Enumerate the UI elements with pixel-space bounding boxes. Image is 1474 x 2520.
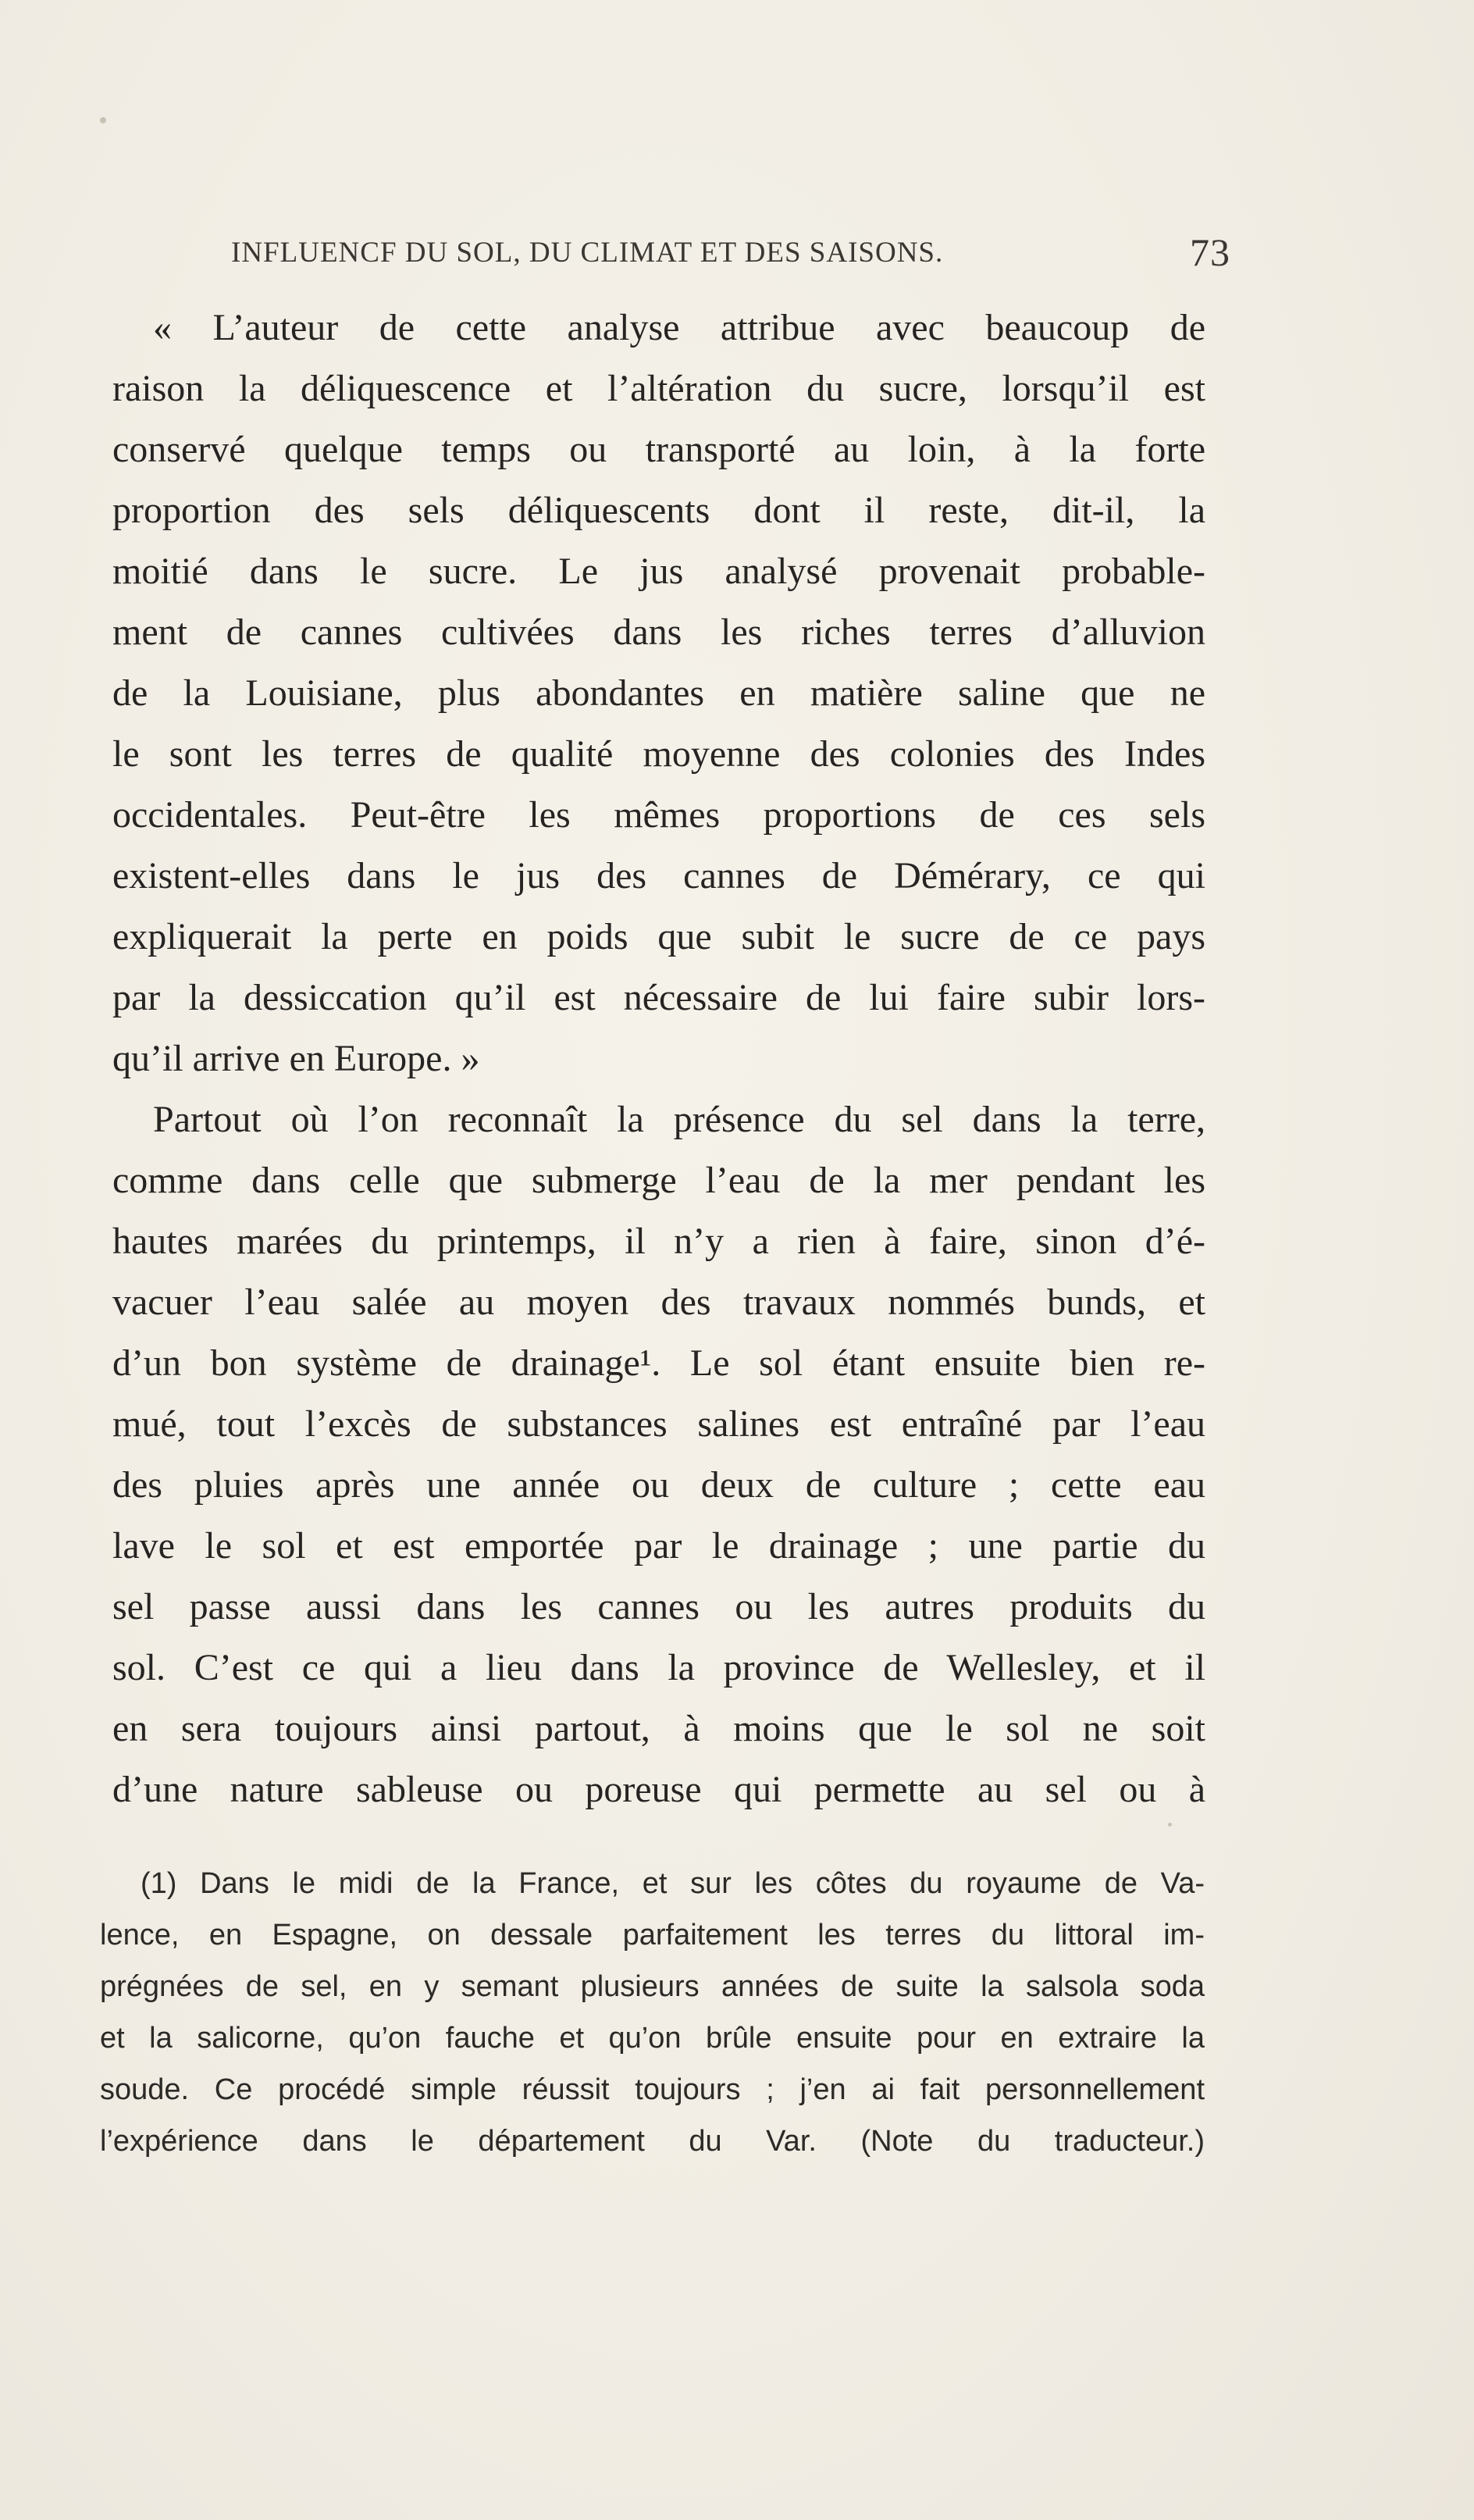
body-line-23: sol. C’est ce qui a lieu dans la province de Wellesley, et il	[112, 1647, 1205, 1688]
body-line-14: Partout où l’on reconnaît la présence du sel dans la terre,	[153, 1099, 1205, 1140]
paper-speck	[100, 117, 106, 123]
footnote-line-5: soude. Ce procédé simple réussit toujours ; j’en ai fait personnellement	[100, 2073, 1205, 2106]
body-line-7: de la Louisiane, plus abondantes en matière saline que ne	[112, 672, 1205, 714]
body-line-15: comme dans celle que submerge l’eau de la mer pendant les	[112, 1160, 1205, 1201]
footnote-line-2: lence, en Espagne, on dessale parfaitement les terres du littoral im-	[100, 1919, 1205, 1951]
body-line-8: le sont les terres de qualité moyenne des colonies des Indes	[112, 733, 1205, 775]
footnote-line-4: et la salicorne, qu’on fauche et qu’on brûle ensuite pour en extraire la	[100, 2022, 1205, 2055]
body-line-19: mué, tout l’excès de substances salines est entraîné par l’eau	[112, 1403, 1205, 1445]
body-line-24: en sera toujours ainsi partout, à moins que le sol ne soit	[112, 1708, 1205, 1749]
body-line-12: par la dessiccation qu’il est nécessaire de lui faire subir lors-	[112, 977, 1205, 1018]
body-line-1: « L’auteur de cette analyse attribue avec beaucoup de	[153, 307, 1205, 348]
body-line-3: conservé quelque temps ou transporté au loin, à la forte	[112, 429, 1205, 470]
body-line-16: hautes marées du printemps, il n’y a rien à faire, sinon d’é-	[112, 1221, 1205, 1262]
body-line-21: lave le sol et est emportée par le drainage ; une partie du	[112, 1525, 1205, 1567]
footnote-line-1: (1) Dans le midi de la France, et sur les côtes du royaume de Va-	[141, 1867, 1205, 1900]
page-number: 73	[1190, 230, 1230, 274]
body-line-17: vacuer l’eau salée au moyen des travaux nommés bunds, et	[112, 1281, 1205, 1323]
running-head-title: INFLUENCF DU SOL, DU CLIMAT ET DES SAISONS.	[231, 237, 944, 269]
body-line-9: occidentales. Peut-être les mêmes proportions de ces sels	[112, 794, 1205, 836]
body-line-11: expliquerait la perte en poids que subit le sucre de ce pays	[112, 916, 1205, 957]
running-head	[231, 230, 1230, 276]
footnote-line-3: prégnées de sel, en y semant plusieurs années de suite la salsola soda	[100, 1970, 1205, 2003]
footnote-line-6: l’expérience dans le département du Var. (Note du traducteur.)	[100, 2125, 1205, 2158]
body-line-20: des pluies après une année ou deux de culture ; cette eau	[112, 1464, 1205, 1506]
body-line-13: qu’il arrive en Europe. »	[112, 1038, 480, 1079]
body-line-4: proportion des sels déliquescents dont il reste, dit-il, la	[112, 490, 1205, 531]
body-line-10: existent-elles dans le jus des cannes de Démérary, ce qui	[112, 855, 1205, 896]
paper-speck	[1168, 1823, 1172, 1827]
body-line-6: ment de cannes cultivées dans les riches terres d’alluvion	[112, 611, 1205, 653]
body-line-25: d’une nature sableuse ou poreuse qui permette au sel ou à	[112, 1769, 1205, 1810]
body-line-2: raison la déliquescence et l’altération du sucre, lorsqu’il est	[112, 368, 1205, 409]
body-line-18: d’un bon système de drainage¹. Le sol étant ensuite bien re-	[112, 1342, 1205, 1384]
body-line-22: sel passe aussi dans les cannes ou les autres produits du	[112, 1586, 1205, 1627]
body-line-5: moitié dans le sucre. Le jus analysé provenait probable-	[112, 551, 1205, 592]
